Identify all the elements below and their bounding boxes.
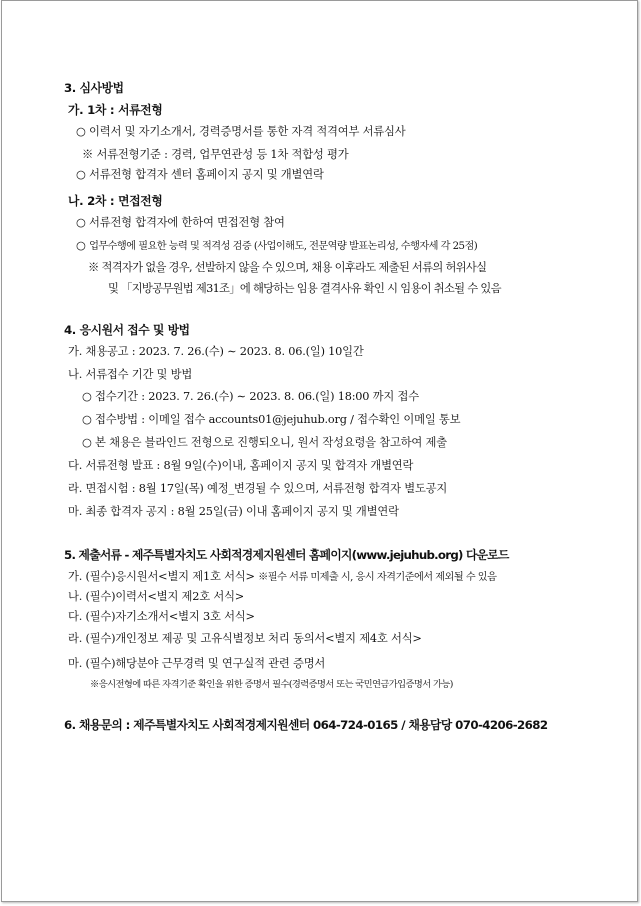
section-4-na: 나. 서류접수 기간 및 방법 (68, 368, 193, 381)
section-5-ga-note: ※필수 서류 미제출 시, 응시 자격기준에서 제외될 수 있음 (258, 572, 497, 583)
section-4-ra: 라. 면접시험 : 8월 17일(목) 예정_변경될 수 있으며, 서류전형 합격자 별도공지 (68, 482, 448, 495)
section-3-na-line-1: ○ 서류전형 합격자에 한하여 면접전형 참여 (76, 216, 285, 229)
section-3-na-title: 나. 2차 : 면접전형 (68, 194, 163, 208)
section-4-na-2: ○ 접수방법 : 이메일 접수 accounts01@jejuhub.org / 접수확인 이메일 통보 (82, 413, 461, 426)
section-4-na-1: ○ 접수기간 : 2023. 7. 26.(수) ∼ 2023. 8. 06.(일) 18:00 까지 접수 (82, 390, 419, 403)
section-6-title: 6. 채용문의 : 제주특별자치도 사회적경제지원센터 064-724-0165 / 채용담당 070-4206-2682 (64, 718, 548, 732)
section-3-title: 3. 심사방법 (64, 81, 124, 95)
section-4-ma: 마. 최종 합격자 공지 : 8월 25일(금) 이내 홈페이지 공지 및 개별연락 (68, 505, 399, 518)
section-5-da: 다. (필수)자기소개서<별지 3호 서식> (68, 610, 255, 623)
section-5-ra: 라. (필수)개인정보 제공 및 고유식별정보 처리 동의서<별지 제4호 서식> (68, 632, 422, 645)
section-3-ga-note: ※ 서류전형기준 : 경력, 업무연관성 등 1차 적합성 평가 (82, 148, 349, 161)
section-5-ma-note: ※응시전형에 따른 자격기준 확인을 위한 증명서 필수(경력증명서 또는 국민연금가입증명서 가능) (90, 679, 453, 690)
section-3-ga-line-3: ○ 서류전형 합격자 센터 홈페이지 공지 및 개별연락 (76, 168, 324, 181)
section-4-ga: 가. 채용공고 : 2023. 7. 26.(수) ∼ 2023. 8. 06.(일) 10일간 (68, 345, 364, 358)
section-5-ga-text: 가. (필수)응시원서<별지 제1호 서식> (68, 570, 259, 583)
section-3-na-line-2-text: 업무수행에 필요한 능력 및 적격성 검증 (사업이해도, 전문역량 발표논리성, 수행자세 각 25점) (89, 241, 478, 252)
section-3-na-note-2: 및 「지방공무원법 제31조」에 해당하는 임용 결격사유 확인 시 임용이 취소될 수 있음 (108, 282, 501, 295)
section-5-ma: 마. (필수)해당분야 근무경력 및 연구실적 관련 증명서 (68, 657, 326, 670)
section-4-da: 다. 서류전형 발표 : 8월 9일(수)이내, 홈페이지 공지 및 합격자 개별연락 (68, 459, 414, 472)
section-3-na-note-1: ※ 적격자가 없을 경우, 선발하지 않을 수 있으며, 채용 이후라도 제출된 서류의 허위사실 (88, 261, 487, 274)
section-5-title: 5. 제출서류 - 제주특별자치도 사회적경제지원센터 홈페이지(www.jejuhub.org) 다운로드 (64, 548, 509, 562)
section-5-na: 나. (필수)이력서<별지 제2호 서식> (68, 590, 245, 603)
bullet: ○ (76, 239, 90, 252)
document-page (1, 0, 638, 902)
section-3-ga-line-1: ○ 이력서 및 자기소개서, 경력증명서를 통한 자격 적격여부 서류심사 (76, 125, 406, 138)
section-3-ga-title: 가. 1차 : 서류전형 (68, 103, 163, 117)
section-5-ga (68, 570, 496, 585)
section-4-na-3: ○ 본 채용은 블라인드 전형으로 진행되오니, 원서 작성요령을 참고하여 제출 (82, 436, 447, 449)
section-4-title: 4. 응시원서 접수 및 방법 (64, 323, 190, 337)
section-3-na-line-2 (76, 239, 477, 254)
